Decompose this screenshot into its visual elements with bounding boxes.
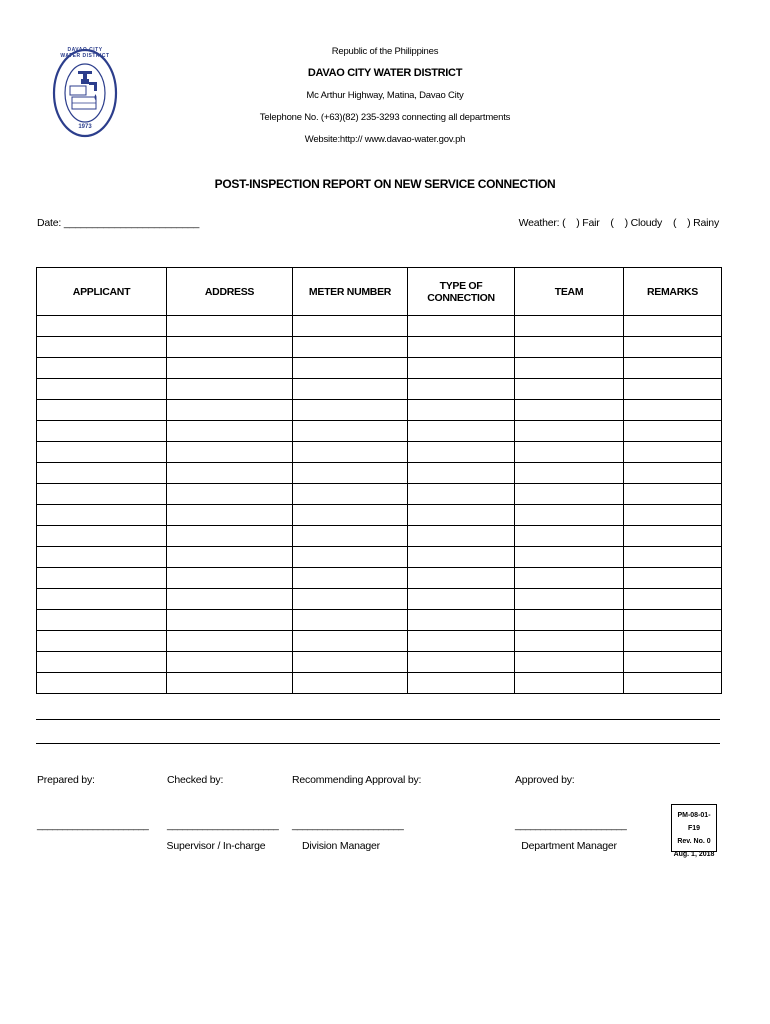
table-cell[interactable] bbox=[167, 463, 293, 484]
checked-by-label: Checked by: bbox=[167, 774, 224, 786]
table-row bbox=[37, 337, 722, 358]
table-cell[interactable] bbox=[408, 673, 515, 694]
table-cell[interactable] bbox=[37, 421, 167, 442]
table-row bbox=[37, 505, 722, 526]
table-cell[interactable] bbox=[293, 358, 408, 379]
table-cell[interactable] bbox=[515, 652, 624, 673]
date-field[interactable]: Date: ________________________ bbox=[37, 217, 200, 229]
table-cell[interactable] bbox=[624, 589, 722, 610]
table-row bbox=[37, 547, 722, 568]
table-header-row bbox=[37, 268, 722, 316]
table-row bbox=[37, 610, 722, 631]
table-cell[interactable] bbox=[624, 337, 722, 358]
table-row bbox=[37, 400, 722, 421]
table-cell[interactable] bbox=[37, 631, 167, 652]
table-cell[interactable] bbox=[37, 337, 167, 358]
table-cell[interactable] bbox=[37, 673, 167, 694]
org-telephone: Telephone No. (+63)(82) 235-3293 connecting all departments bbox=[259, 112, 511, 123]
division-manager-title: Division Manager bbox=[302, 840, 380, 852]
table-cell[interactable] bbox=[167, 673, 293, 694]
table-cell[interactable] bbox=[37, 610, 167, 631]
table-cell[interactable] bbox=[293, 421, 408, 442]
table-cell[interactable] bbox=[37, 547, 167, 568]
table-cell[interactable] bbox=[515, 568, 624, 589]
table-cell[interactable] bbox=[293, 589, 408, 610]
table-cell[interactable] bbox=[293, 652, 408, 673]
col-applicant: APPLICANT bbox=[37, 268, 167, 316]
table-cell[interactable] bbox=[624, 316, 722, 337]
table-row bbox=[37, 379, 722, 400]
form-code-box bbox=[671, 804, 717, 858]
table-cell[interactable] bbox=[408, 547, 515, 568]
table-cell[interactable] bbox=[515, 589, 624, 610]
table-cell[interactable] bbox=[515, 484, 624, 505]
table-cell[interactable] bbox=[293, 442, 408, 463]
table-cell[interactable] bbox=[515, 505, 624, 526]
table-cell[interactable] bbox=[293, 400, 408, 421]
table-row bbox=[37, 463, 722, 484]
col-type-of-connection: TYPE OF CONNECTION bbox=[408, 268, 515, 316]
prepared-by-label: Prepared by: bbox=[37, 774, 95, 786]
org-website: Website:http:// www.davao-water.gov.ph bbox=[304, 134, 466, 145]
table-cell[interactable] bbox=[624, 631, 722, 652]
table-cell[interactable] bbox=[624, 484, 722, 505]
table-cell[interactable] bbox=[37, 652, 167, 673]
table-cell[interactable] bbox=[37, 316, 167, 337]
table-cell[interactable] bbox=[167, 610, 293, 631]
table-row bbox=[37, 442, 722, 463]
table-cell[interactable] bbox=[37, 358, 167, 379]
table-cell[interactable] bbox=[167, 547, 293, 568]
table-cell[interactable] bbox=[167, 316, 293, 337]
table-cell[interactable] bbox=[293, 316, 408, 337]
table-cell[interactable] bbox=[515, 610, 624, 631]
divider-line-1 bbox=[36, 719, 720, 720]
republic-label: Republic of the Philippines bbox=[331, 46, 439, 57]
table-cell[interactable] bbox=[408, 442, 515, 463]
table-cell[interactable] bbox=[408, 379, 515, 400]
table-cell[interactable] bbox=[408, 526, 515, 547]
table-row bbox=[37, 358, 722, 379]
table-cell[interactable] bbox=[167, 631, 293, 652]
table-cell[interactable] bbox=[167, 379, 293, 400]
table-cell[interactable] bbox=[293, 547, 408, 568]
table-cell[interactable] bbox=[515, 316, 624, 337]
table-cell[interactable] bbox=[515, 631, 624, 652]
table-row bbox=[37, 673, 722, 694]
table-cell[interactable] bbox=[167, 526, 293, 547]
prepared-by-signature-line[interactable]: ______________________ bbox=[37, 820, 149, 831]
table-cell[interactable] bbox=[167, 484, 293, 505]
table-cell[interactable] bbox=[515, 526, 624, 547]
table-cell[interactable] bbox=[624, 568, 722, 589]
table-cell[interactable] bbox=[515, 421, 624, 442]
table-cell[interactable] bbox=[515, 463, 624, 484]
table-cell[interactable] bbox=[37, 379, 167, 400]
table-cell[interactable] bbox=[624, 421, 722, 442]
inspection-table bbox=[36, 267, 722, 694]
table-cell[interactable] bbox=[408, 631, 515, 652]
recommending-signature-line[interactable]: ______________________ bbox=[292, 820, 404, 831]
table-cell[interactable] bbox=[624, 442, 722, 463]
table-cell[interactable] bbox=[37, 400, 167, 421]
table-cell[interactable] bbox=[515, 442, 624, 463]
table-cell[interactable] bbox=[293, 610, 408, 631]
table-cell[interactable] bbox=[37, 442, 167, 463]
table-cell[interactable] bbox=[293, 337, 408, 358]
table-cell[interactable] bbox=[408, 484, 515, 505]
table-cell[interactable] bbox=[624, 673, 722, 694]
form-revision: Rev. No. 0 bbox=[677, 838, 711, 845]
table-row bbox=[37, 421, 722, 442]
table-row bbox=[37, 568, 722, 589]
table-row bbox=[37, 316, 722, 337]
table-cell[interactable] bbox=[515, 400, 624, 421]
approved-by-label: Approved by: bbox=[515, 774, 575, 786]
table-cell[interactable] bbox=[37, 526, 167, 547]
table-cell[interactable] bbox=[293, 463, 408, 484]
table-cell[interactable] bbox=[293, 568, 408, 589]
table-cell[interactable] bbox=[167, 400, 293, 421]
col-remarks: REMARKS bbox=[624, 268, 722, 316]
table-cell[interactable] bbox=[624, 547, 722, 568]
table-cell[interactable] bbox=[408, 652, 515, 673]
table-row bbox=[37, 589, 722, 610]
table-cell[interactable] bbox=[293, 631, 408, 652]
seal-ring-text: DAVAO CITY WATER DISTRICT bbox=[60, 47, 110, 59]
table-cell[interactable] bbox=[167, 358, 293, 379]
table-cell[interactable] bbox=[167, 337, 293, 358]
table-cell[interactable] bbox=[293, 379, 408, 400]
table-cell[interactable] bbox=[408, 358, 515, 379]
table-cell[interactable] bbox=[408, 400, 515, 421]
weather-field[interactable]: Weather: ( ) Fair ( ) Cloudy ( ) Rainy bbox=[518, 217, 719, 229]
table-cell[interactable] bbox=[408, 589, 515, 610]
recommending-approval-label: Recommending Approval by: bbox=[292, 774, 422, 786]
table-cell[interactable] bbox=[624, 379, 722, 400]
org-name: DAVAO CITY WATER DISTRICT bbox=[307, 67, 463, 79]
table-cell[interactable] bbox=[167, 421, 293, 442]
department-manager-title: Department Manager bbox=[521, 840, 617, 852]
table-cell[interactable] bbox=[515, 673, 624, 694]
table-cell[interactable] bbox=[624, 463, 722, 484]
seal-year: 1973 bbox=[78, 124, 92, 130]
table-cell[interactable] bbox=[515, 547, 624, 568]
table-cell[interactable] bbox=[624, 526, 722, 547]
org-address: Mc Arthur Highway, Matina, Davao City bbox=[306, 90, 464, 101]
table-cell[interactable] bbox=[515, 379, 624, 400]
supervisor-title: Supervisor / In-charge bbox=[166, 840, 266, 852]
table-cell[interactable] bbox=[37, 505, 167, 526]
table-cell[interactable] bbox=[515, 337, 624, 358]
table-cell[interactable] bbox=[37, 484, 167, 505]
table-cell[interactable] bbox=[624, 652, 722, 673]
table-cell[interactable] bbox=[624, 400, 722, 421]
form-title: POST-INSPECTION REPORT ON NEW SERVICE CONNECTION bbox=[214, 177, 556, 191]
table-cell[interactable] bbox=[293, 484, 408, 505]
table-cell[interactable] bbox=[167, 652, 293, 673]
checked-by-signature-line[interactable]: ______________________ bbox=[167, 820, 279, 831]
table-cell[interactable] bbox=[293, 673, 408, 694]
table-cell[interactable] bbox=[408, 316, 515, 337]
table-cell[interactable] bbox=[37, 568, 167, 589]
table-cell[interactable] bbox=[624, 505, 722, 526]
table-cell[interactable] bbox=[37, 589, 167, 610]
table-cell[interactable] bbox=[167, 505, 293, 526]
approved-by-signature-line[interactable]: ______________________ bbox=[515, 820, 627, 831]
table-cell[interactable] bbox=[408, 337, 515, 358]
table-row bbox=[37, 484, 722, 505]
col-meter-number: METER NUMBER bbox=[293, 268, 408, 316]
table-cell[interactable] bbox=[408, 463, 515, 484]
table-cell[interactable] bbox=[293, 526, 408, 547]
table-row bbox=[37, 652, 722, 673]
table-cell[interactable] bbox=[167, 442, 293, 463]
col-address: ADDRESS bbox=[167, 268, 293, 316]
table-row bbox=[37, 631, 722, 652]
table-cell[interactable] bbox=[293, 505, 408, 526]
table-cell[interactable] bbox=[37, 463, 167, 484]
table-row bbox=[37, 526, 722, 547]
table-cell[interactable] bbox=[167, 568, 293, 589]
form-code: PM-08-01-F19 bbox=[677, 812, 711, 832]
divider-line-2 bbox=[36, 743, 720, 744]
table-cell[interactable] bbox=[515, 358, 624, 379]
form-date: Aug. 1, 2018 bbox=[673, 851, 715, 858]
table-cell[interactable] bbox=[408, 568, 515, 589]
table-cell[interactable] bbox=[408, 421, 515, 442]
table-cell[interactable] bbox=[624, 610, 722, 631]
table-cell[interactable] bbox=[408, 505, 515, 526]
table-cell[interactable] bbox=[408, 610, 515, 631]
table-cell[interactable] bbox=[624, 358, 722, 379]
table-cell[interactable] bbox=[167, 589, 293, 610]
col-team: TEAM bbox=[515, 268, 624, 316]
